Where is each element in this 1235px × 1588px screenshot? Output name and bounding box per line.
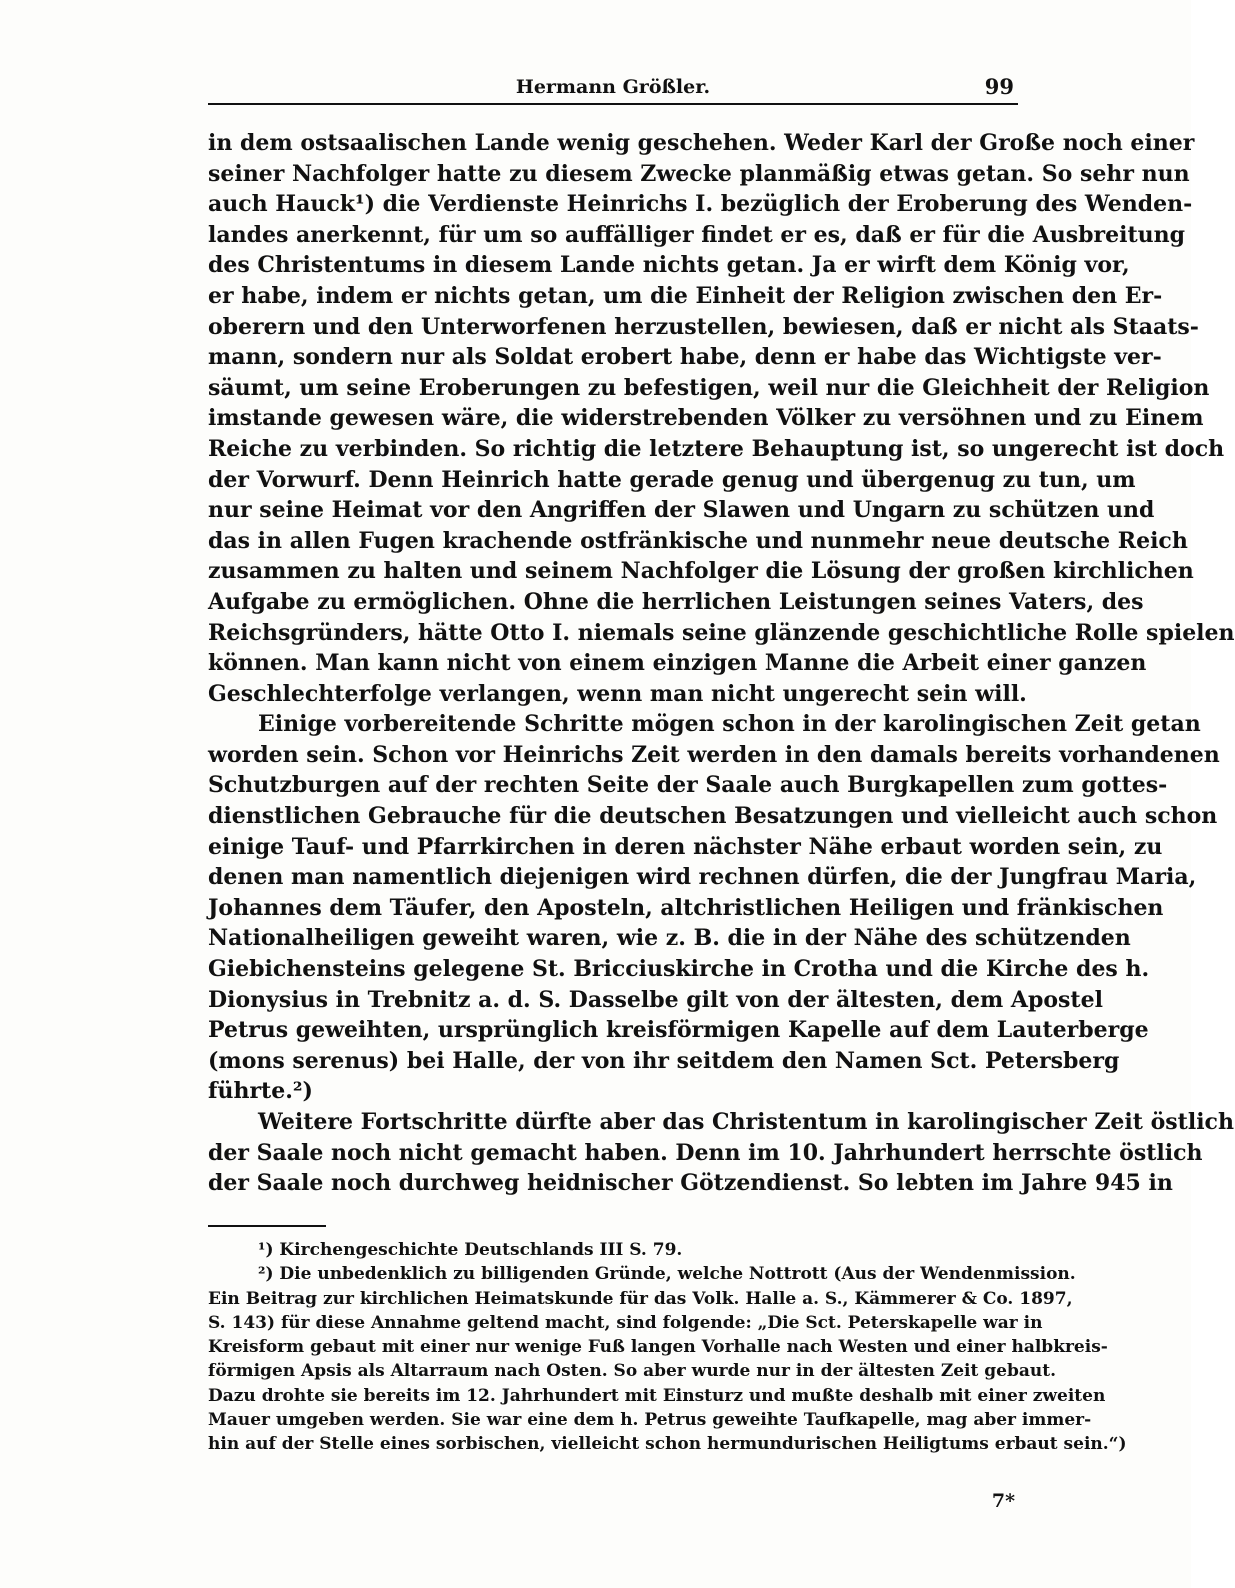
footnote-line: Ein Beitrag zur kirchlichen Heimatskunde für das Volk. Halle a. S., Kämmerer & Co. 1897, (208, 1288, 1073, 1309)
text-line: (mons serenus) bei Halle, der von ihr seitdem den Namen Sct. Petersberg (208, 1047, 1120, 1074)
footnote-line: ¹) Kirchengeschichte Deutschlands III S. 79. (258, 1240, 683, 1260)
text-line: Reiche zu verbinden. So richtig die letztere Behauptung ist, so ungerecht ist doch (208, 435, 1225, 462)
text-line: zusammen zu halten und seinem Nachfolger die Lösung der großen kirchlichen (208, 558, 1194, 585)
running-title: Hermann Größler. (515, 76, 711, 98)
text-line: Einige vorbereitende Schritte mögen schon in der karolingischen Zeit getan (258, 711, 1201, 738)
footnote-line: S. 143) für diese Annahme geltend macht, sind folgende: „Die Sct. Peterskapelle war in (208, 1312, 1043, 1333)
text-line: der Vorwurf. Denn Heinrich hatte gerade genug und übergenug zu tun, um (208, 466, 1136, 493)
signature-mark: 7* (991, 1490, 1015, 1512)
text-line: Giebichensteins gelegene St. Bricciuskirche in Crotha und die Kirche des h. (208, 956, 1150, 983)
text-line: oberern und den Unterworfenen herzustellen, bewiesen, daß er nicht als Staats- (208, 313, 1199, 340)
text-line: mann, sondern nur als Soldat erobert habe, denn er habe das Wichtigste ver- (208, 344, 1162, 371)
footnote-line: ²) Die unbedenklich zu billigenden Gründe, welche Nottrott (Aus der Wendenmission. (258, 1264, 1076, 1285)
footnote-line: förmigen Apsis als Altarraum nach Osten. So aber wurde nur in der ältesten Zeit gebaut. (208, 1361, 1057, 1382)
text-line: Weitere Fortschritte dürfte aber das Christentum in karolingischer Zeit östlich (258, 1109, 1234, 1135)
text-line: das in allen Fugen krachende ostfränkische und nunmehr neue deutsche Reich (208, 527, 1188, 554)
text-line: Aufgabe zu ermöglichen. Ohne die herrlichen Leistungen seines Vaters, des (208, 588, 1144, 615)
footnote-line: Kreisform gebaut mit einer nur wenige Fuß langen Vorhalle nach Westen und einer halbkreis- (208, 1337, 1108, 1358)
text-line: Johannes dem Täufer, den Aposteln, altchristlichen Heiligen und fränkischen (208, 894, 1164, 921)
text-line: säumt, um seine Eroberungen zu befestigen, weil nur die Gleichheit der Religion (208, 374, 1210, 401)
text-line: des Christentums in diesem Lande nichts getan. Ja er wirft dem König vor, (208, 252, 1130, 279)
page-number: 99 (984, 74, 1014, 99)
footnote-line: Mauer umgeben werden. Sie war eine dem h. Petrus geweihte Taufkapelle, mag aber immer- (208, 1410, 1092, 1431)
header-rule (208, 103, 1018, 105)
text-line: Dionysius in Trebnitz a. d. S. Dasselbe gilt von der ältesten, dem Apostel (208, 986, 1103, 1013)
text-line: der Saale noch durchweg heidnischer Götzendienst. So lebten im Jahre 945 in (208, 1170, 1173, 1197)
text-line: worden sein. Schon vor Heinrichs Zeit werden in den damals bereits vorhandenen (208, 741, 1220, 768)
text-line: führte.²) (208, 1078, 313, 1105)
text-line: landes anerkennt, für um so auffälliger findet er es, daß er für die Ausbreitung (208, 221, 1186, 248)
text-line: auch Hauck¹) die Verdienste Heinrichs I. bezüglich der Eroberung des Wenden- (208, 191, 1193, 218)
text-line: nur seine Heimat vor den Angriffen der Slawen und Ungarn zu schützen und (208, 497, 1155, 524)
text-line: einige Tauf- und Pfarrkirchen in deren nächster Nähe erbaut worden sein, zu (208, 833, 1163, 860)
text-line: seiner Nachfolger hatte zu diesem Zwecke planmäßig etwas getan. So sehr nun (208, 160, 1190, 187)
footnote-line: hin auf der Stelle eines sorbischen, vielleicht schon hermundurischen Heiligtums erbaut sein.“) (208, 1434, 1127, 1455)
text-line: Petrus geweihten, ursprünglich kreisförmigen Kapelle auf dem Lauterberge (208, 1017, 1149, 1044)
text-line: denen man namentlich diejenigen wird rechnen dürfen, die der Jungfrau Maria, (208, 864, 1197, 891)
text-line: Reichsgründers, hätte Otto I. niemals seine glänzende geschichtliche Rolle spielen (208, 619, 1235, 646)
text-line: er habe, indem er nichts getan, um die Einheit der Religion zwischen den Er- (208, 282, 1163, 309)
footnote-line: Dazu drohte sie bereits im 12. Jahrhundert mit Einsturz und mußte deshalb mit einer zweiten (208, 1385, 1106, 1406)
text-line: imstande gewesen wäre, die widerstrebenden Völker zu versöhnen und zu Einem (208, 405, 1204, 432)
footnote-rule (208, 1225, 326, 1227)
text-line: dienstlichen Gebrauche für die deutschen Besatzungen und vielleicht auch schon (208, 803, 1218, 830)
text-line: Geschlechterfolge verlangen, wenn man nicht ungerecht sein will. (208, 680, 1027, 707)
text-line: in dem ostsaalischen Lande wenig geschehen. Weder Karl der Große noch einer (208, 130, 1195, 156)
footnotes (208, 1238, 1127, 1457)
body-text (208, 128, 1235, 1199)
page-header (208, 72, 1018, 102)
text-line: der Saale noch nicht gemacht haben. Denn im 10. Jahrhundert herrschte östlich (208, 1139, 1203, 1166)
text-line: können. Man kann nicht von einem einzigen Manne die Arbeit einer ganzen (208, 650, 1147, 677)
text-line: Schutzburgen auf der rechten Seite der Saale auch Burgkapellen zum gottes- (208, 772, 1168, 799)
text-line: Nationalheiligen geweiht waren, wie z. B. die in der Nähe des schützenden (208, 925, 1131, 952)
